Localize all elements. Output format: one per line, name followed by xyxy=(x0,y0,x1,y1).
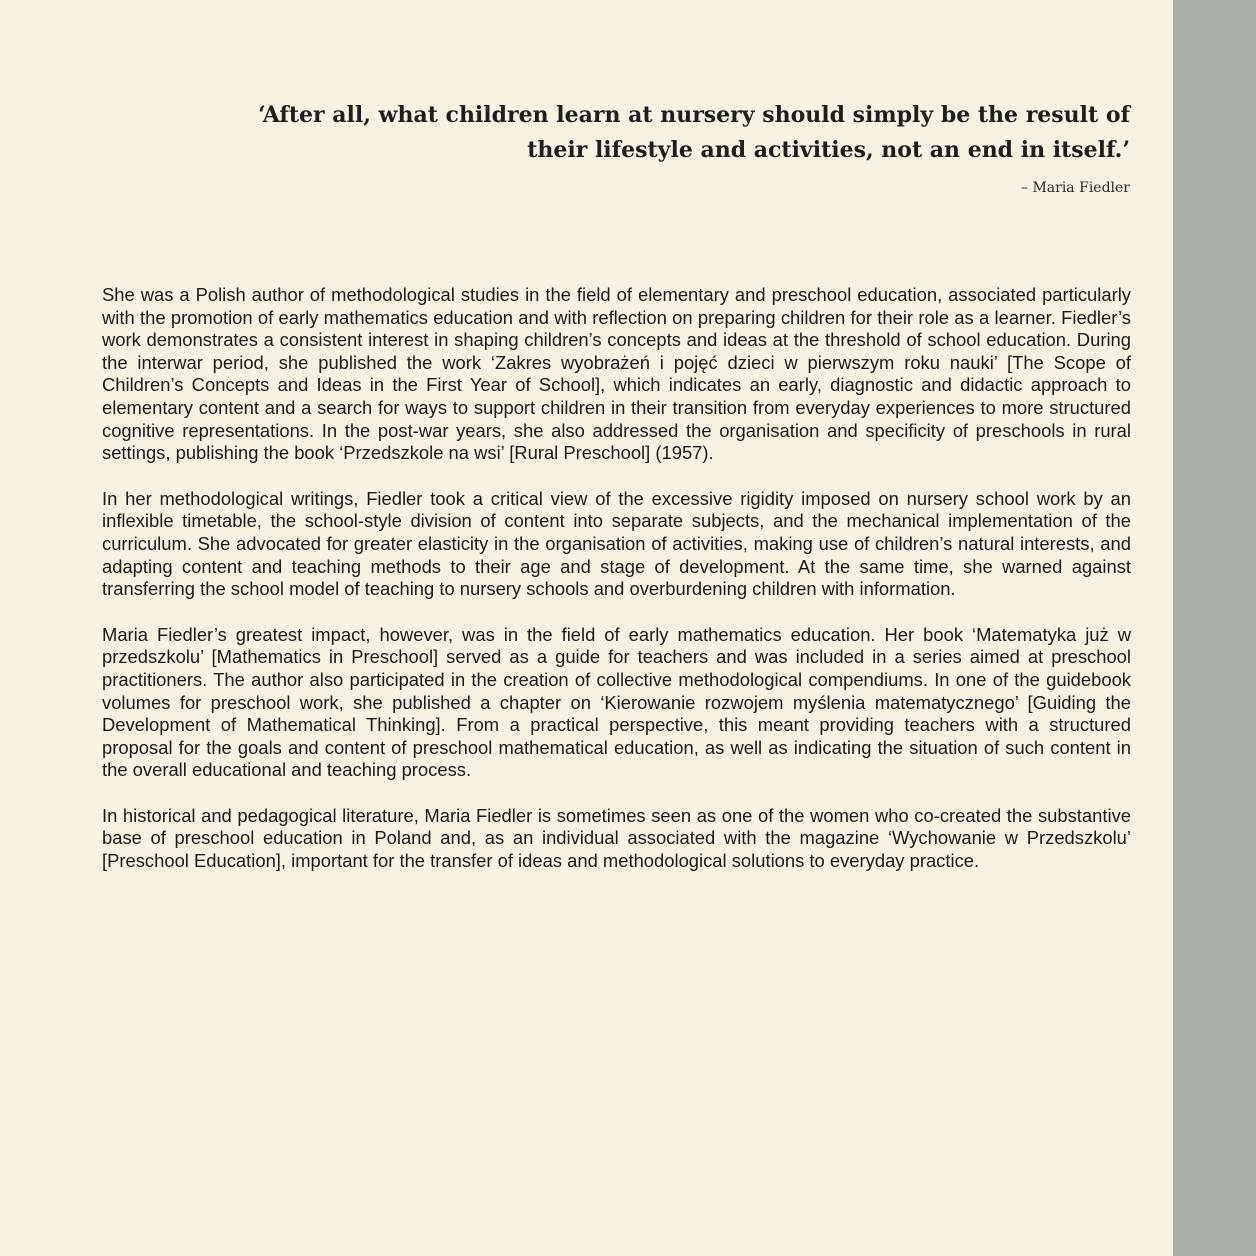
paragraph-2: In her methodological writings, Fiedler took a critical view of the excessive rigidity imposed on nursery school work by an inflexible timetable, the school-style division of content into separate subjects, and the mechanical implementation of the curriculum. She advocated for greater elasticity in the organisation of activities, making use of children’s natural interests, and adapting content and teaching methods to their age and stage of development. At the same time, she warned against transferring the school model of teaching to nursery schools and overburdening children with information. xyxy=(102,487,1131,600)
paragraph-4: In historical and pedagogical literature, Maria Fiedler is sometimes seen as one of the women who co-created the substantive base of preschool education in Poland and, as an individual associated with the magazine ‘Wychowanie w Przedszkolu’ [Preschool Education], important for the transfer of ideas and methodological solutions to everyday practice. xyxy=(102,804,1131,872)
paragraph-3: Maria Fiedler’s greatest impact, however, was in the field of early mathematics education. Her book ‘Matematyka już w przedszkolu’ [Mathematics in Preschool] served as a guide for teachers and was included in a series aimed at preschool practitioners. The author also participated in the creation of collective methodological compendiums. In one of the guidebook volumes for preschool work, she published a chapter on ‘Kierowanie rozwojem myślenia matematycznego’ [Guiding the Development of Mathematical Thinking]. From a practical perspective, this meant providing teachers with a structured proposal for the goals and content of preschool mathematical education, as well as indicating the situation of such content in the overall educational and teaching process. xyxy=(102,623,1131,781)
paragraph-1: She was a Polish author of methodological studies in the field of elementary and preschool education, associated particularly with the promotion of early mathematics education and with reflection on preparing children for their role as a learner. Fiedler’s work demonstrates a consistent interest in shaping children’s concepts and ideas at the threshold of school education. During the interwar period, she published the work ‘Zakres wyobrażeń i pojęć dzieci w pierwszym roku nauki’ [The Scope of Children’s Concepts and Ideas in the First Year of School], which indicates an early, diagnostic and didactic approach to elementary content and a search for ways to support children in their transition from everyday experiences to more structured cognitive representations. In the post-war years, she also addressed the organisation and specificity of preschools in rural settings, publishing the book ‘Przedszkole na wsi’ [Rural Preschool] (1957). xyxy=(102,284,1131,464)
body-text xyxy=(102,284,1131,896)
epigraph xyxy=(230,98,1130,198)
quote-author: – Maria Fiedler xyxy=(1021,180,1130,196)
side-color-band xyxy=(1173,0,1256,1256)
quote-text: ‘After all, what children learn at nursery should simply be the result of their lifestyle and activities, not an end in itself.’ xyxy=(258,102,1130,163)
